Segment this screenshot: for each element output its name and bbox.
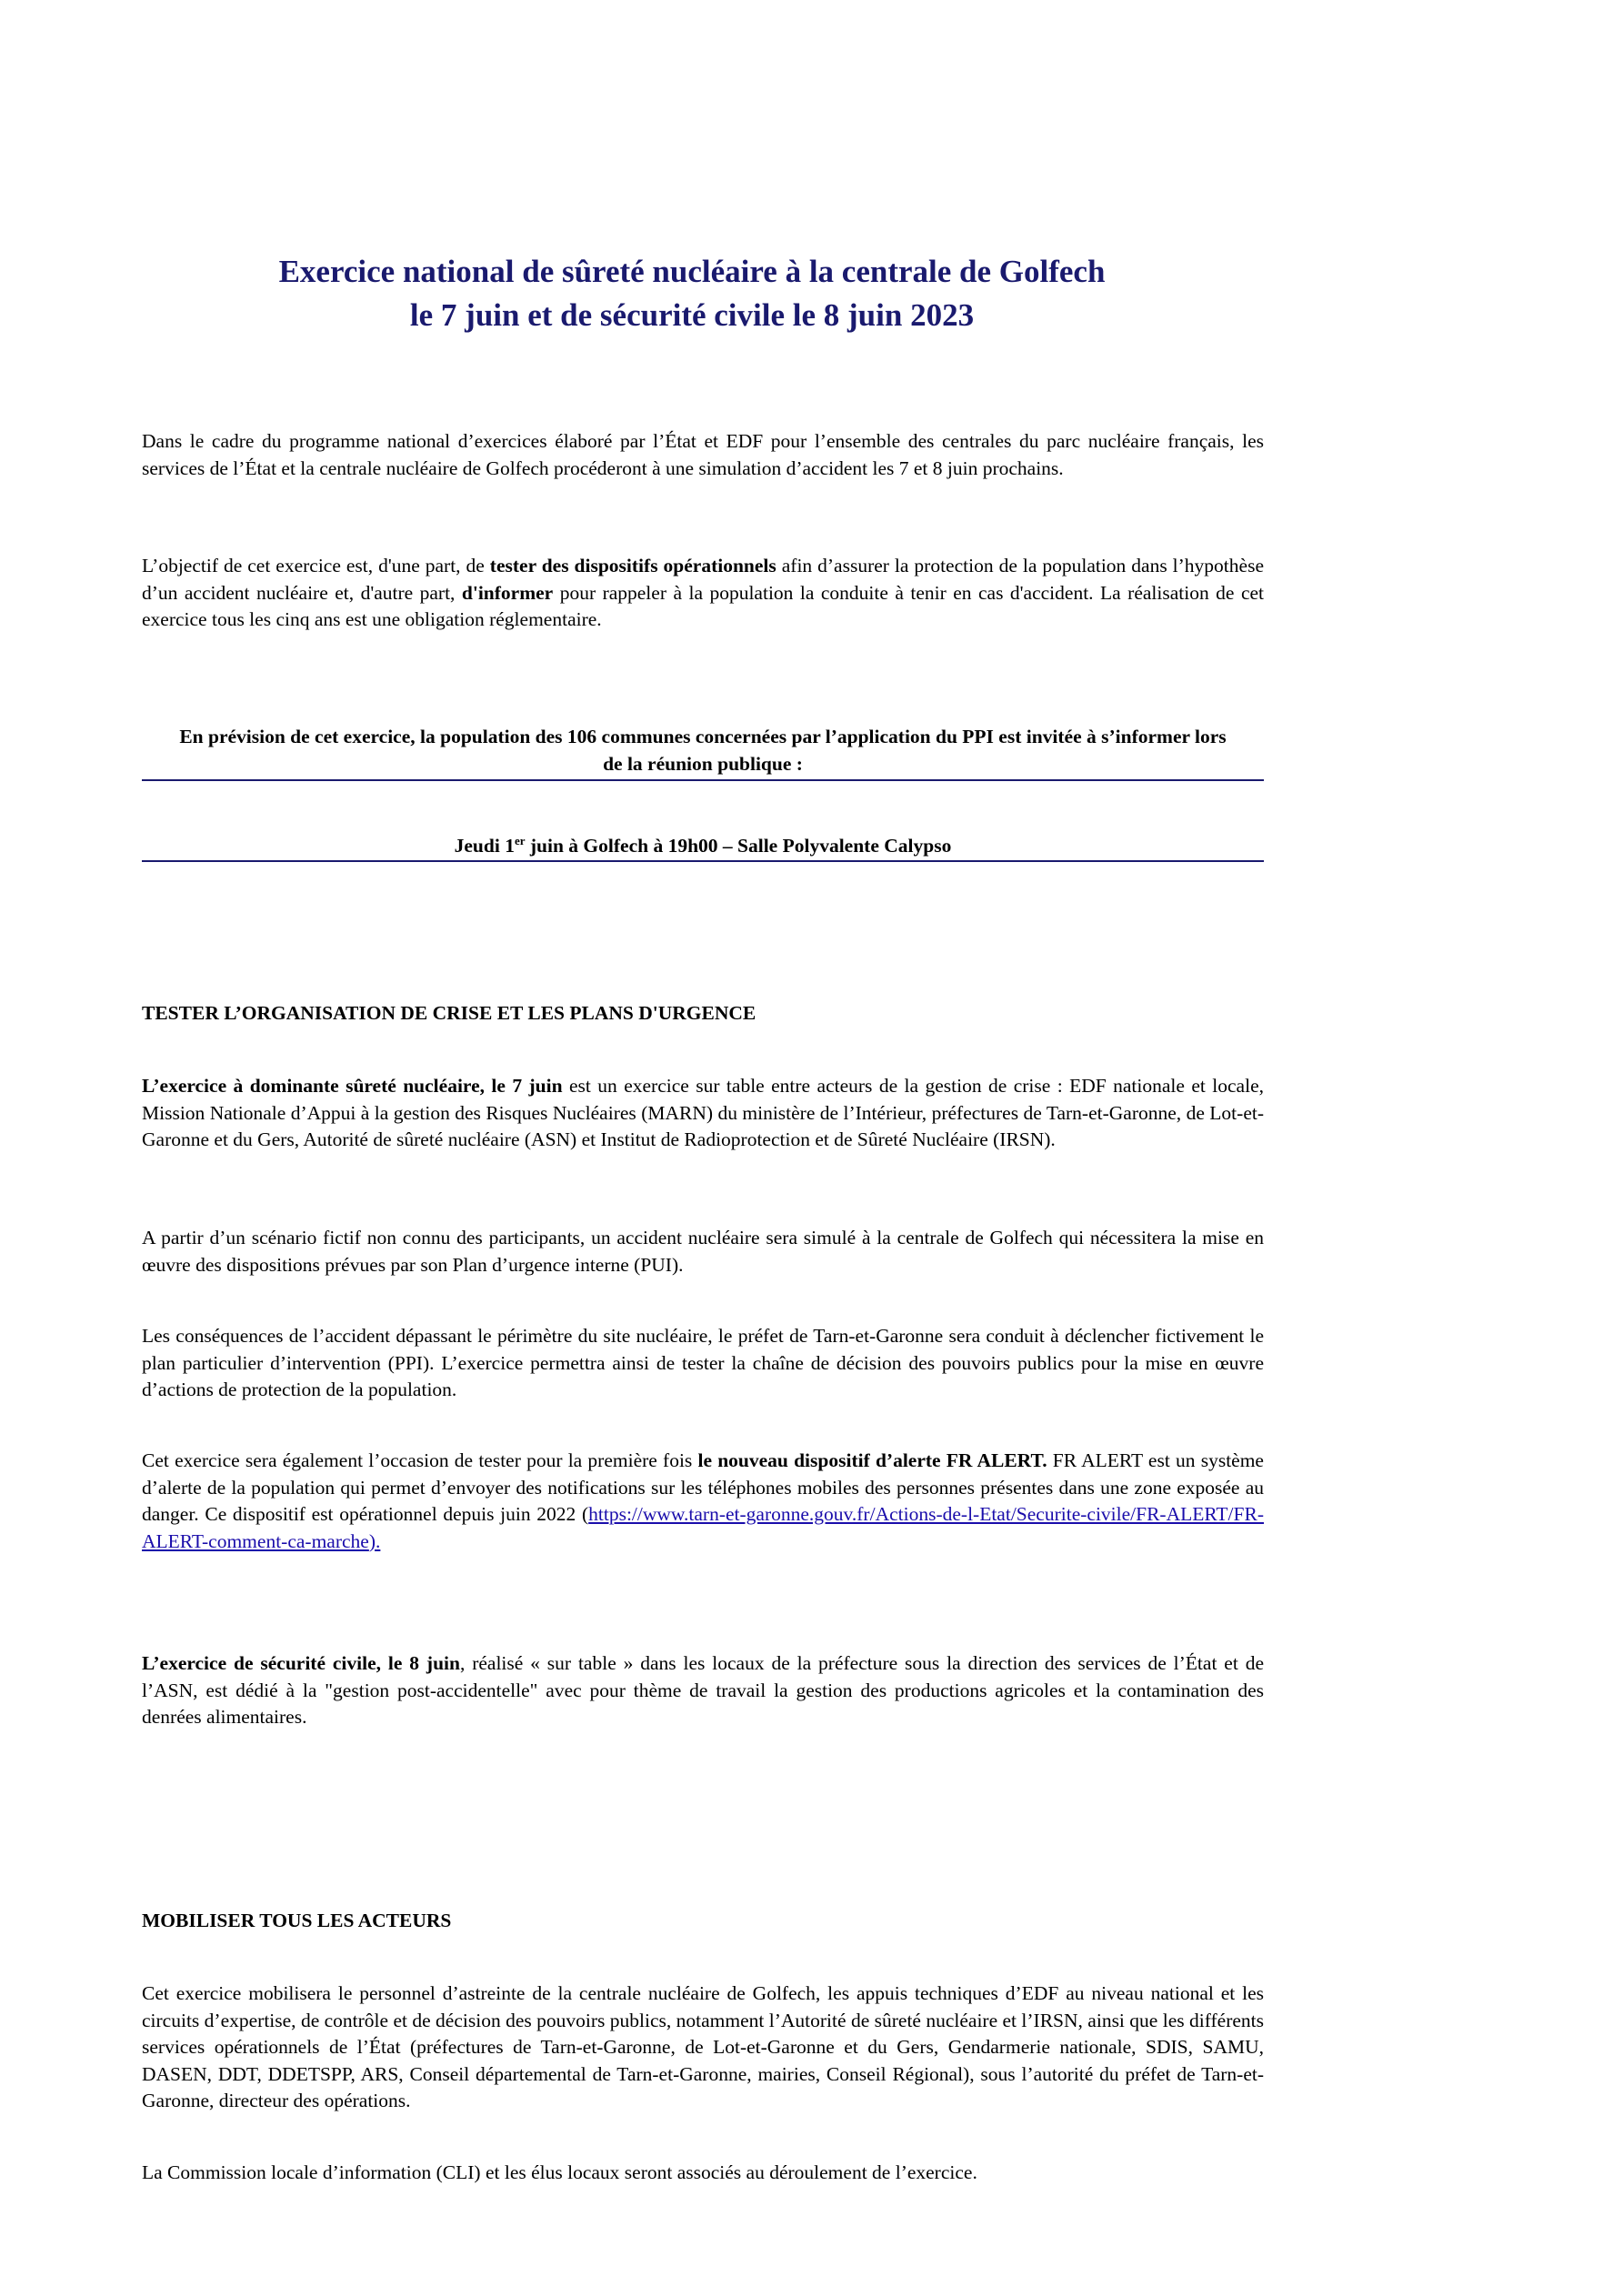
section1-paragraph-1 xyxy=(142,1073,1264,1154)
section1-p1-text: est un exercice sur table entre acteurs de la gestion de crise : EDF nationale et locale, Mission Nationale d’Appui à la gestion des Risques Nucléaires (MARN) du ministère de l’Intérieur, préfectures de Tarn-et-Garonne, de Lot-et-Garonne et du Gers, Autorité de sûreté nucléaire (ASN) et Institut de Radioprotection et de Sûreté Nucléaire (IRSN). xyxy=(142,1075,1264,1150)
fr-alert-link-end: ). xyxy=(368,1529,381,1552)
section1-p5-text: , réalisé « sur table » dans les locaux de la préfecture sous la direction des services de l’État et de l’ASN, est dédié à la "gestion post-accidentelle" avec pour thème de travail la gestion des productions agricoles et la contamination des denrées alimentaires. xyxy=(142,1652,1264,1728)
intro-p2-text-e: pour rappeler à la population la conduite à tenir en cas d'accident. La réalisation de cet exercice tous les cinq ans est une obligation réglementaire. xyxy=(142,581,1264,630)
fr-alert-link[interactable]: https://www.tarn-et-garonne.gouv.fr/Actions-de-l-Etat/Securite-civile/FR-ALERT/FR-ALERT-comment-ca-marche xyxy=(142,1503,1264,1552)
section-heading-crisis: TESTER L’ORGANISATION DE CRISE ET LES PLANS D'URGENCE xyxy=(142,1002,756,1024)
section2-paragraph-1: Cet exercice mobilisera le personnel d’astreinte de la centrale nucléaire de Golfech, les appuis techniques d’EDF au niveau national et les circuits d’expertise, de contrôle et de décision des pouvoirs publics, notamment l’Autorité de sûreté nucléaire et l’IRSN, ainsi que les différents services opérationnels de l’État (préfectures de Tarn-et-Garonne, de Lot-et-Garonne et du Gers, Gendarmerie nationale, SDIS, SAMU, DASEN, DDT, DDETSPP, ARS, Conseil départemental de Tarn-et-Garonne, mairies, Conseil Régional), sous l’autorité du préfet de Tarn-et-Garonne, directeur des opérations. xyxy=(142,1982,1264,2111)
intro-paragraph-2 xyxy=(142,553,1264,634)
title-line-2: le 7 juin et de sécurité civile le 8 juin 2023 xyxy=(409,297,975,333)
section2-paragraph-2: La Commission locale d’information (CLI) et les élus locaux seront associés au déroulement de l’exercice. xyxy=(142,2161,977,2183)
divider-line xyxy=(142,779,1264,781)
section1-p4-bold: le nouveau dispositif d’alerte FR ALERT. xyxy=(697,1449,1047,1471)
intro-p2-text-c: afin d’assurer la protection de la population dans l’hypothèse d’un accident nucléaire et, d'autre part, xyxy=(142,555,1264,604)
title-line-1: Exercice national de sûreté nucléaire à la centrale de Golfech xyxy=(278,254,1106,289)
public-meeting-details xyxy=(142,833,1264,860)
intro-paragraph-1: Dans le cadre du programme national d’exercices élaboré par l’État et EDF pour l’ensemble des centrales du parc nucléaire français, les services de l’État et la centrale nucléaire de Golfech procéderont à une simulation d’accident les 7 et 8 juin prochains. xyxy=(142,430,1264,479)
intro-p2-bold-informer: d'informer xyxy=(461,581,554,604)
meeting-superscript: er xyxy=(514,833,526,847)
section-heading-actors: MOBILISER TOUS LES ACTEURS xyxy=(142,1910,452,1931)
section1-paragraph-2: A partir d’un scénario fictif non connu des participants, un accident nucléaire sera simulé à la centrale de Golfech qui nécessitera la mise en œuvre des dispositions prévues par son Plan d’urgence interne (PUI). xyxy=(142,1227,1264,1276)
intro-p2-text-a: L’objectif de cet exercice est, d'une part, de xyxy=(142,555,490,577)
page-title xyxy=(142,250,1242,337)
divider-line xyxy=(142,860,1264,862)
section1-p4-text-a: Cet exercice sera également l’occasion de tester pour la première fois xyxy=(142,1449,698,1471)
section1-p4-text-c: FR ALERT est un système d’alerte de la population qui permet d’envoyer des notifications sur les téléphones mobiles des personnes présentes dans une zone exposée au danger. Ce dispositif est opérationnel depuis juin 2022 ( xyxy=(142,1449,1264,1525)
intro-p2-bold-tester: tester des dispositifs opérationnels xyxy=(489,555,776,577)
section1-paragraph-3: Les conséquences de l’accident dépassant le périmètre du site nucléaire, le préfet de Tarn-et-Garonne sera conduit à déclencher fictivement le plan particulier d’intervention (PPI). L’exercice permettra ainsi de tester la chaîne de décision des pouvoirs publics pour la mise en œuvre d’actions de protection de la population. xyxy=(142,1325,1264,1400)
section1-p5-bold: L’exercice de sécurité civile, le 8 juin xyxy=(142,1652,460,1674)
section1-paragraph-4 xyxy=(142,1448,1264,1555)
section1-p1-bold: L’exercice à dominante sûreté nucléaire, le 7 juin xyxy=(142,1075,563,1097)
section1-paragraph-5 xyxy=(142,1650,1264,1731)
meeting-text-a: Jeudi 1 xyxy=(454,835,515,857)
public-meeting-invitation: En prévision de cet exercice, la population des 106 communes concernées par l’application du PPI est invitée à s’informer lors de la réunion publique : xyxy=(179,726,1227,775)
meeting-text-b: juin à Golfech à 19h00 – Salle Polyvalente Calypso xyxy=(525,835,952,857)
